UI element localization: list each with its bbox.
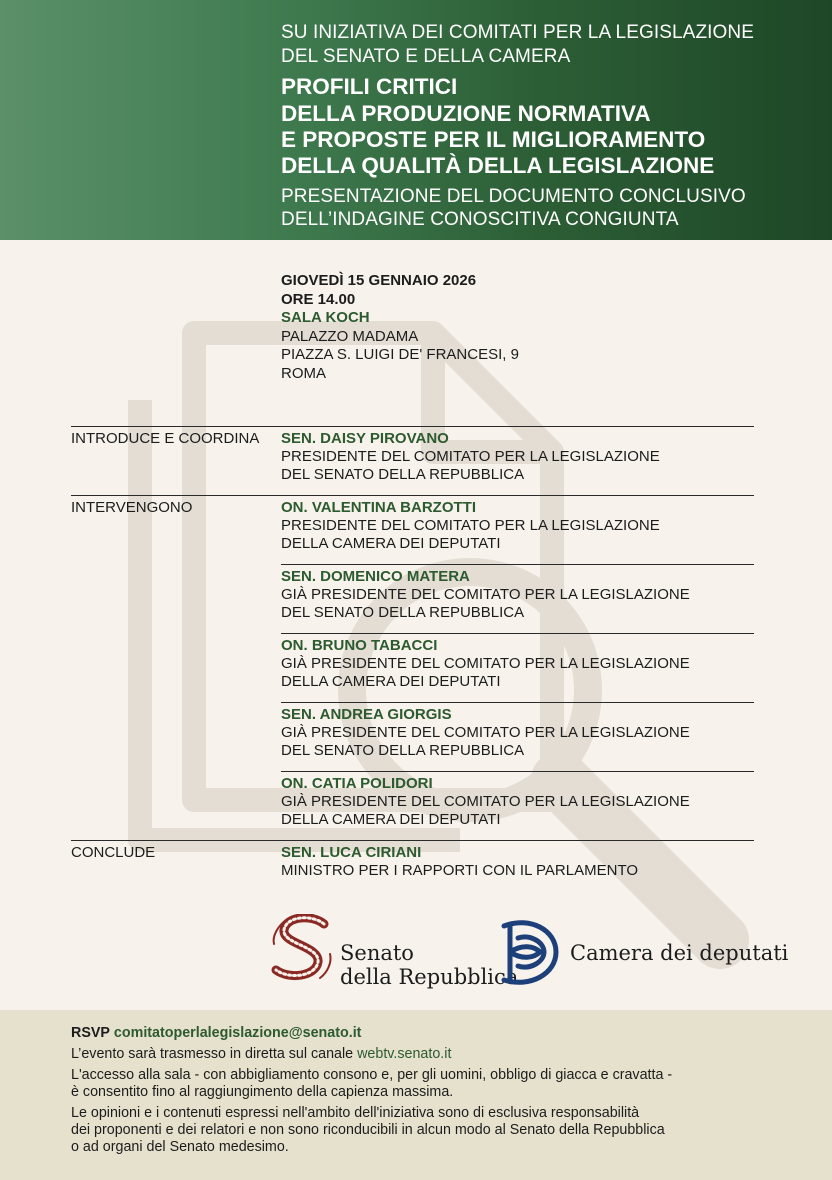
stream-line xyxy=(71,1046,451,1064)
speaker-entry xyxy=(281,706,690,760)
speaker-name: SEN. DOMENICO MATERA xyxy=(281,568,470,585)
camera-wordmark: Camera dei deputati xyxy=(570,941,789,965)
speaker-entry xyxy=(281,568,690,622)
header-banner xyxy=(0,0,832,240)
access-line-1: L'accesso alla sala - con abbigliamento consono e, per gli uomini, obbligo di giacca e cravatta - xyxy=(71,1067,673,1083)
presentation-line-2: DELL’INDAGINE CONOSCITIVA CONGIUNTA xyxy=(281,209,679,230)
event-building: PALAZZO MADAMA xyxy=(281,327,419,345)
speaker-entry xyxy=(281,775,690,829)
speaker-entry xyxy=(281,637,690,691)
speaker-role-line: PRESIDENTE DEL COMITATO PER LA LEGISLAZIONE xyxy=(281,517,660,534)
divider xyxy=(71,840,754,841)
event-date: GIOVEDÌ 15 GENNAIO 2026 xyxy=(281,272,477,289)
title-line-1: PROFILI CRITICI xyxy=(281,74,458,99)
senato-logo-icon xyxy=(268,914,336,984)
speaker-role-line: GIÀ PRESIDENTE DEL COMITATO PER LA LEGISLAZIONE xyxy=(281,586,690,603)
divider xyxy=(281,633,754,634)
presentation-line-1: PRESENTAZIONE DEL DOCUMENTO CONCLUSIVO xyxy=(281,186,746,207)
subtitle-line-1: SU INIZIATIVA DEI COMITATI PER LA LEGISLAZIONE xyxy=(281,22,755,43)
speaker-name: ON. CATIA POLIDORI xyxy=(281,775,433,792)
disclaimer-line-3: o ad organi del Senato medesimo. xyxy=(71,1139,289,1155)
speaker-role-line: GIÀ PRESIDENTE DEL COMITATO PER LA LEGISLAZIONE xyxy=(281,655,690,672)
event-city: ROMA xyxy=(281,364,326,382)
role-introduce: INTRODUCE E COORDINA xyxy=(71,430,260,447)
stream-text: L’evento sarà trasmesso in diretta sul canale xyxy=(71,1046,354,1062)
event-address: PIAZZA S. LUIGI DE' FRANCESI, 9 xyxy=(281,346,519,363)
speaker-role-line: DEL SENATO DELLA REPUBBLICA xyxy=(281,742,525,759)
disclaimer-line-2: dei proponenti e dei relatori e non sono riconducibili in alcun modo al Senato della Repubblica xyxy=(71,1122,665,1138)
divider xyxy=(281,771,754,772)
title-line-4: DELLA QUALITÀ DELLA LEGISLAZIONE xyxy=(281,153,715,178)
rsvp-line xyxy=(71,1025,361,1043)
role-conclude: CONCLUDE xyxy=(71,844,156,861)
event-time: ORE 14.00 xyxy=(281,290,356,308)
rsvp-email-link[interactable]: comitatoperlalegislazione@senato.it xyxy=(113,1025,362,1041)
speaker-entry xyxy=(281,499,660,553)
speaker-role-line: DEL SENATO DELLA REPUBBLICA xyxy=(281,604,525,621)
rsvp-label: RSVP xyxy=(71,1025,110,1041)
senato-wordmark-line-2: della Repubblica xyxy=(340,965,519,989)
title-line-3: E PROPOSTE PER IL MIGLIORAMENTO xyxy=(281,127,706,152)
title-line-2: DELLA PRODUZIONE NORMATIVA xyxy=(281,101,651,126)
speaker-role-line: DEL SENATO DELLA REPUBBLICA xyxy=(281,466,525,483)
subtitle-line-2: DEL SENATO E DELLA CAMERA xyxy=(281,46,571,67)
senato-wordmark xyxy=(340,941,518,989)
speaker-entry xyxy=(281,430,660,484)
speaker-name: SEN. LUCA CIRIANI xyxy=(281,844,422,861)
speaker-role-line: DELLA CAMERA DEI DEPUTATI xyxy=(281,535,501,552)
event-info xyxy=(281,272,519,383)
speaker-role-line: MINISTRO PER I RAPPORTI CON IL PARLAMENTO xyxy=(281,862,639,879)
role-intervengono: INTERVENGONO xyxy=(71,499,193,516)
divider xyxy=(71,495,754,496)
speaker-name: ON. BRUNO TABACCI xyxy=(281,637,438,654)
senato-wordmark-line-1: Senato xyxy=(340,941,414,965)
divider xyxy=(71,426,754,427)
event-room: SALA KOCH xyxy=(281,309,370,326)
speaker-name: SEN. ANDREA GIORGIS xyxy=(281,706,452,723)
speaker-role-line: PRESIDENTE DEL COMITATO PER LA LEGISLAZIONE xyxy=(281,448,660,465)
speaker-role-line: GIÀ PRESIDENTE DEL COMITATO PER LA LEGISLAZIONE xyxy=(281,793,690,810)
speaker-role-line: DELLA CAMERA DEI DEPUTATI xyxy=(281,673,501,690)
disclaimer-line-1: Le opinioni e i contenuti espressi nell'ambito dell'iniziativa sono di esclusiva responsabilità xyxy=(71,1105,640,1121)
speaker-role-line: GIÀ PRESIDENTE DEL COMITATO PER LA LEGISLAZIONE xyxy=(281,724,690,741)
access-line-2: è consentito fino al raggiungimento della capienza massima. xyxy=(71,1084,454,1100)
speaker-name: ON. VALENTINA BARZOTTI xyxy=(281,499,476,516)
speaker-role-line: DELLA CAMERA DEI DEPUTATI xyxy=(281,811,501,828)
speaker-entry xyxy=(281,844,638,880)
divider xyxy=(281,564,754,565)
divider xyxy=(281,702,754,703)
webtv-link[interactable]: webtv.senato.it xyxy=(357,1046,452,1062)
camera-logo-icon xyxy=(500,912,560,992)
speaker-name: SEN. DAISY PIROVANO xyxy=(281,430,449,447)
